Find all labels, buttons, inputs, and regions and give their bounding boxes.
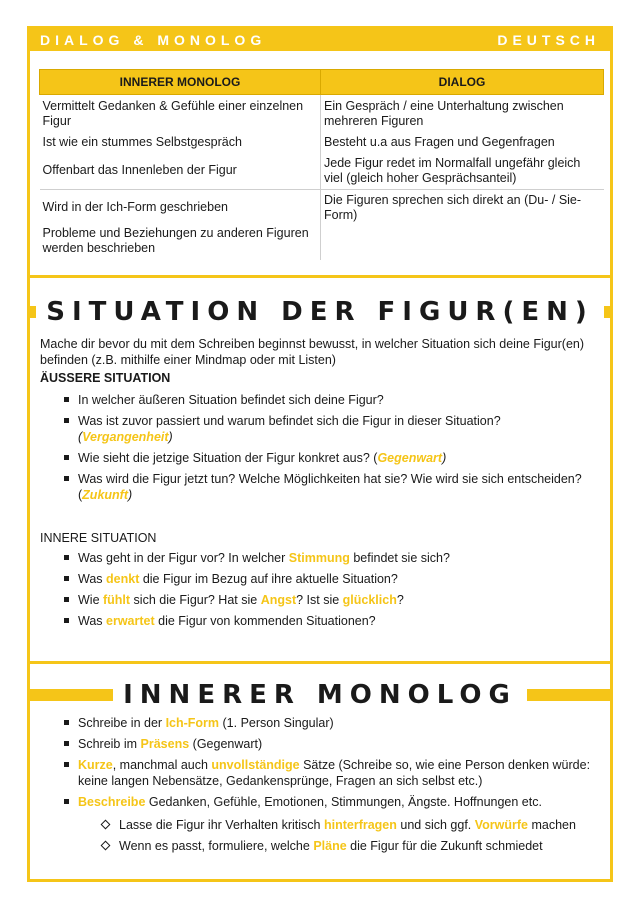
list-item: Beschreibe Gedanken, Gefühle, Emotionen, Stimmungen, Ängste. Hoffnungen etc.: [78, 794, 603, 810]
page-frame: [27, 26, 613, 882]
table-header-row: [40, 70, 604, 95]
section-divider: [30, 275, 610, 278]
table-cell: Ein Gespräch / eine Unterhaltung zwischen mehreren Figuren: [321, 95, 604, 132]
page-header: [30, 29, 610, 51]
inner-situation-heading: INNERE SITUATION: [40, 531, 157, 545]
table-cell: Offenbart das Innenleben der Figur: [40, 152, 321, 190]
section-title-monolog: [30, 680, 610, 710]
table-row: [40, 131, 604, 152]
list-item: Was wird die Figur jetzt tun? Welche Möglichkeiten hat sie? Wie wird sie sich entscheiden? (Zukunft): [78, 471, 603, 503]
monolog-sublist: [119, 817, 609, 854]
list-item: Lasse die Figur ihr Verhalten kritisch hinterfragen und sich ggf. Vorwürfe machen: [119, 817, 609, 833]
list-item: Was geht in der Figur vor? In welcher Stimmung befindet sie sich?: [78, 550, 603, 566]
list-item: In welcher äußeren Situation befindet sich deine Figur?: [78, 392, 603, 408]
title-bar-right: [527, 689, 610, 701]
list-item: Was denkt die Figur im Bezug auf ihre aktuelle Situation?: [78, 571, 603, 587]
table-row: [40, 95, 604, 132]
table-row: [40, 190, 604, 218]
title-bar-left: [30, 689, 113, 701]
list-item: Wie sieht die jetzige Situation der Figur konkret aus? (Gegenwart): [78, 450, 603, 466]
section-divider: [30, 661, 610, 664]
table-header: DIALOG: [321, 70, 604, 95]
list-item: Kurze, manchmal auch unvollständige Sätze (Schreibe so, wie eine Person denken würde: keine langen Nebensätze, Gedankensprünge, Fragen an sich selbst etc.): [78, 757, 603, 789]
list-item: Wie fühlt sich die Figur? Hat sie Angst? Ist sie glücklich?: [78, 592, 603, 608]
outer-situation-list: [78, 392, 603, 503]
table-header: INNERER MONOLOG: [40, 70, 321, 95]
table-cell: Ist wie ein stummes Selbstgespräch: [42, 135, 242, 149]
comparison-table: [39, 69, 604, 260]
inner-situation-list: [78, 550, 603, 629]
outer-situation-heading: ÄUSSERE SITUATION: [40, 371, 171, 385]
list-item: Wenn es passt, formuliere, welche Pläne die Figur für die Zukunft schmiedet: [119, 838, 609, 854]
section-title-situation: [30, 297, 610, 327]
monolog-list: [78, 715, 603, 810]
table-row: [40, 152, 604, 190]
section-heading: SITUATION DER FIGUR(EN): [46, 297, 594, 327]
list-item: Was ist zuvor passiert und warum befindet sich die Figur in dieser Situation? (Vergangenheit): [78, 413, 603, 445]
table-cell: Probleme und Beziehungen zu anderen Figuren werden beschrieben: [42, 226, 309, 255]
list-item: Schreib im Präsens (Gegenwart): [78, 736, 603, 752]
section-heading: INNERER MONOLOG: [123, 680, 517, 710]
table-cell: Besteht u.a aus Fragen und Gegenfragen: [321, 131, 604, 152]
header-title: DIALOG & MONOLOG: [40, 32, 267, 48]
title-bar-right: [604, 306, 610, 318]
table-cell: Wird in der Ich-Form geschrieben: [42, 200, 228, 214]
header-subject: DEUTSCH: [497, 32, 600, 48]
table-cell: Jede Figur redet im Normalfall ungefähr gleich viel (gleich hoher Gesprächsanteil): [321, 152, 604, 190]
table-cell: Vermittelt Gedanken & Gefühle einer einzelnen Figur: [42, 99, 304, 128]
list-item: Schreibe in der Ich-Form (1. Person Singular): [78, 715, 603, 731]
table-cell: Die Figuren sprechen sich direkt an (Du- / Sie-Form): [321, 190, 604, 261]
list-item: Was erwartet die Figur von kommenden Situationen?: [78, 613, 603, 629]
situation-intro: Mache dir bevor du mit dem Schreiben beginnst bewusst, in welcher Situation sich deine Figur(en) befinden (z.B. mithilfe einer Mindmap oder mit Listen): [40, 337, 585, 367]
